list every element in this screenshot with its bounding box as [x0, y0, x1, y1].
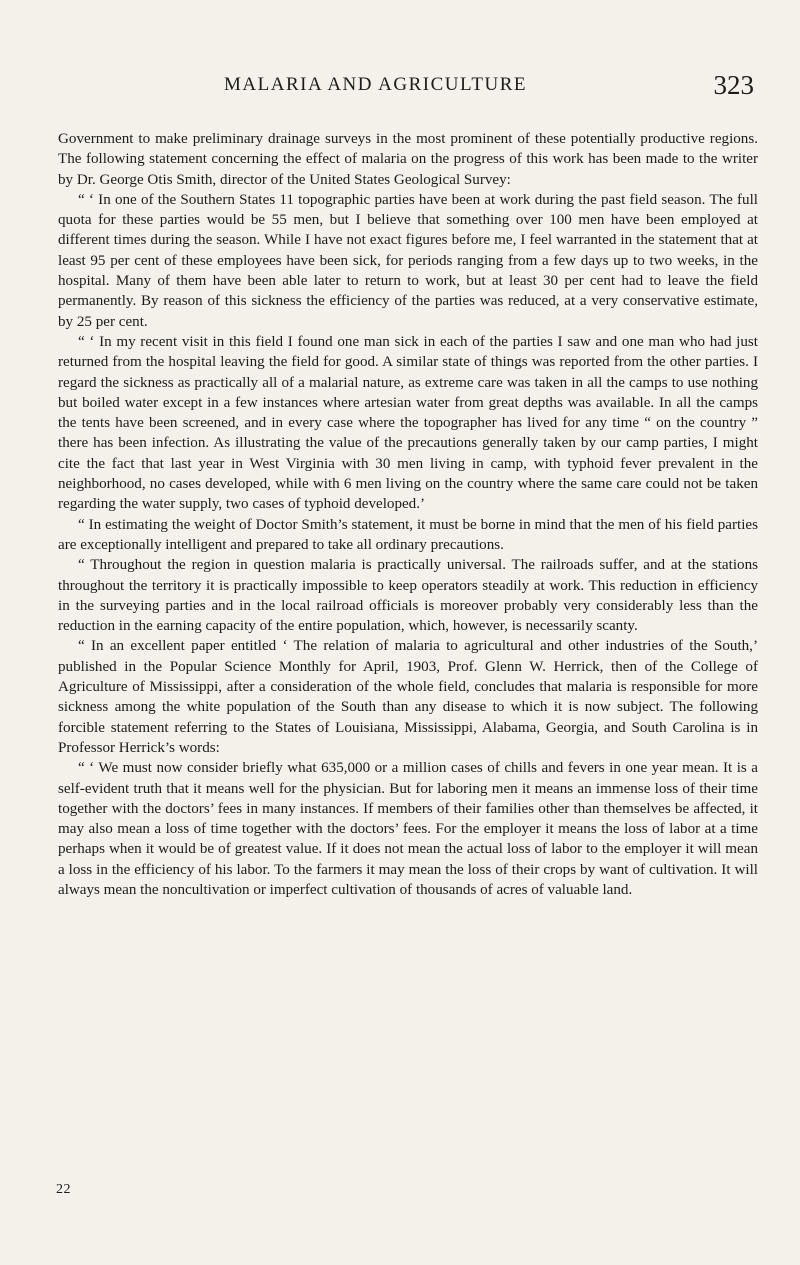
paragraph: “ In estimating the weight of Doctor Smith’s statement, it must be borne in mind that the men of his field parties are exceptionally intelligent and prepared to take all ordinary precautions.: [58, 516, 758, 553]
paragraph: “ ‘ We must now consider briefly what 635,000 or a million cases of chills and fevers in one year mean. It is a self-evident truth that it means well for the physician. But for laboring men it means an immense loss of their time together with the doctors’ fees in many instances. If members of their families other than themselves be affected, it may also mean a loss of time together with the doctors’ fees. For the employer it means the loss of labor at a time perhaps when it would be of greatest value. If it does not mean the actual loss of labor to the employer it will mean a loss in the efficiency of his labor. To the farmers it may mean the loss of their crops by want of cultivation. It will always mean the noncultivation or imperfect cultivation of thousands of acres of valuable land.: [58, 760, 758, 898]
paragraph: Government to make preliminary drainage surveys in the most prominent of these potentially productive regions. The following statement concerning the effect of malaria on the progress of this work has been made to the writer by Dr. George Otis Smith, director of the United States Geological Survey:: [58, 131, 758, 188]
body-text: [58, 129, 758, 900]
running-head: [56, 70, 756, 110]
paragraph: “ Throughout the region in question malaria is practically universal. The railroads suffer, and at the stations throughout the territory it is practically impossible to keep operators steadily at work. This reduction in efficiency in the surveying parties and in the local railroad officials is moreover probably very considerably less than the reduction in the earning capacity of the entire population, which, however, is necessarily scanty.: [58, 557, 758, 635]
paragraph: “ ‘ In one of the Southern States 11 topographic parties have been at work during the past field season. The full quota for these parties would be 55 men, but I believe that something over 100 men have been employed at different times during the season. While I have not exact figures before me, I feel warranted in the statement that at least 95 per cent of these employees have been sick, for periods ranging from a few days up to two weeks, in the hospital. Many of them have been able later to return to work, but at least 30 per cent had to leave the field permanently. By reason of this sickness the efficiency of the parties was reduced, at a very conservative estimate, by 25 per cent.: [58, 191, 758, 330]
paragraph: “ ‘ In my recent visit in this field I found one man sick in each of the parties I saw and one man who had just returned from the hospital leaving the field for good. A similar state of things was reported from the other parties. I regard the sickness as practically all of a malarial nature, as extreme care was taken in all the camps to use nothing but boiled water except in a few instances where artesian water from great depths was available. In all the camps the tents have been screened, and in every case where the topographer has lived for any time “ on the country ” there has been infection. As illustrating the value of the precautions generally taken by our camp parties, I might cite the fact that last year in West Virginia with 30 men living in camp, with typhoid fever prevalent in the neighborhood, no cases developed, while with 6 men living on the country where the same care could not be taken regarding the water supply, two cases of typhoid developed.’: [58, 333, 758, 513]
signature-mark: 22: [56, 1182, 71, 1197]
page-number: 323: [713, 70, 754, 100]
paragraph: “ In an excellent paper entitled ‘ The relation of malaria to agricultural and other industries of the South,’ published in the Popular Science Monthly for April, 1903, Prof. Glenn W. Herrick, then of the College of Agriculture of Mississippi, after a consideration of the whole field, concludes that malaria is responsible for more sickness among the white population of the South than any disease to which it is now subject. The following forcible statement referring to the States of Louisiana, Mississippi, Alabama, Georgia, and South Carolina is in Professor Herrick’s words:: [58, 638, 758, 756]
running-title: MALARIA AND AGRICULTURE: [224, 74, 527, 95]
